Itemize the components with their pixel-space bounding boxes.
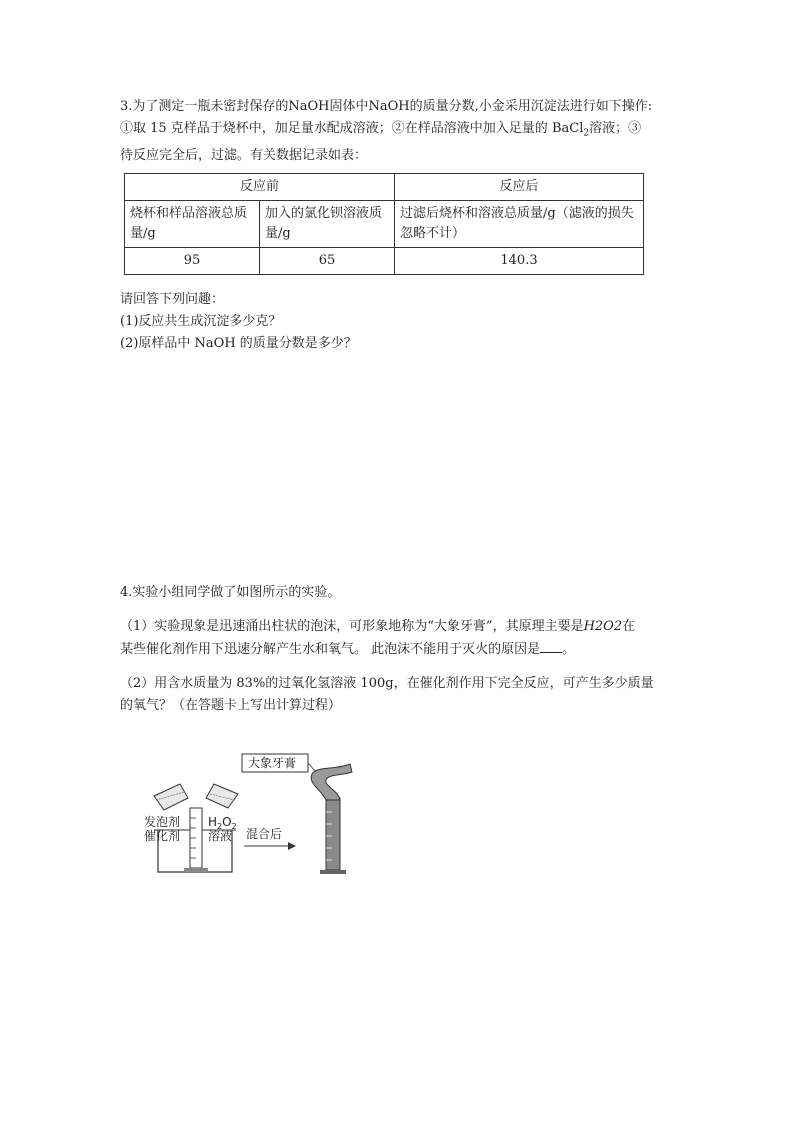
label-toothpaste: 大象牙膏: [248, 756, 297, 770]
cylinder-right-base: [320, 870, 346, 874]
q3-line-2-a: ①取 15 克样品于烧杯中，加足量水配成溶液；②在样品溶液中加入足量的 BaCl: [120, 121, 584, 136]
header-col-1: 烧杯和样品溶液总质量/g: [125, 200, 260, 247]
cell-val-1: 95: [125, 247, 260, 274]
header-col-2: 加入的氯化钡溶液质量/g: [260, 200, 395, 247]
h2o2-formula: H2O2: [583, 619, 623, 634]
label-foam-1: 发泡剂: [144, 815, 181, 829]
beaker-h2o2: [206, 784, 238, 808]
header-after: 反应后: [395, 173, 644, 200]
q4-part-1-c: 某些催化剂作用下迅速分解产生水和氧气。 此泡沫不能用于灭火的原因是: [120, 642, 541, 657]
answer-blank: [540, 638, 562, 653]
q4-part-1-line-1: [120, 616, 676, 638]
label-foam-2: 催化剂: [144, 829, 181, 843]
data-table: [124, 173, 644, 275]
cylinder-left-base: [184, 868, 208, 872]
table-row: [125, 247, 644, 274]
table-header-group-row: [125, 173, 644, 200]
label-h2o2-sub-2: 2: [231, 822, 237, 831]
q3-sub-2: (2)原样品中 NaOH 的质量分数是多少？: [120, 335, 357, 351]
figure-drawing: [140, 750, 370, 880]
toothpaste-pointer: [308, 763, 316, 772]
q3-line-1: 3.为了测定一瓶未密封保存的NaOH固体中NaOH的质量分数,小金采用沉淀法进行如下操作:: [120, 99, 653, 114]
label-h2o2-h: H: [208, 815, 218, 829]
label-after-mixing: 混合后: [246, 827, 283, 841]
q4-part-1-b: 在: [622, 619, 636, 634]
q3-prompt: 请回答下列问趣：: [120, 291, 225, 307]
q4-part-2-line-2: 的氧气？（在答题卡上写出计算过程）: [120, 698, 342, 713]
cell-val-2: 65: [260, 247, 395, 274]
question-4: [120, 582, 676, 717]
elephant-toothpaste-figure: [140, 750, 370, 880]
label-solution: 溶液: [208, 829, 233, 843]
q3-sub-1: (1)反应共生成沉淀多少克？: [120, 313, 282, 329]
q4-line-1: 4.实验小组同学做了如图所示的实验。: [120, 585, 341, 600]
q4-part-1-d: 。: [562, 642, 576, 657]
cylinder-right: [326, 798, 340, 870]
label-h2o2-sub-1: 2: [217, 822, 223, 831]
table-header-row: [125, 200, 644, 247]
header-col-3: 过滤后烧杯和溶液总质量/g（滤液的损失忽略不计）: [395, 200, 644, 247]
question-3: [120, 96, 676, 355]
q3-line-2-sub: 2: [583, 128, 590, 139]
q3-line-2: [120, 118, 676, 145]
foam-column: [311, 764, 352, 800]
q4-part-1-line-2: [120, 638, 676, 661]
header-before: 反应前: [125, 173, 395, 200]
q3-line-3: 待反应完全后，过滤。有关数据记录如表：: [120, 147, 368, 163]
arrow-head-icon: [288, 842, 296, 850]
q4-part-2-line-1: （2）用含水质量为 83%的过氧化氢溶液 100g，在催化剂作用下完全反应，可产生多少质量: [120, 676, 654, 691]
label-h2o2-o: O: [222, 815, 232, 829]
q4-part-1-a: （1）实验现象是迅速涌出柱状的泡沫，可形象地称为“大象牙膏”，其原理主要是: [120, 619, 584, 634]
cell-val-3: 140.3: [395, 247, 644, 274]
beaker-foam-agent: [154, 784, 188, 810]
q3-line-2-b: 溶液；③: [589, 121, 642, 136]
